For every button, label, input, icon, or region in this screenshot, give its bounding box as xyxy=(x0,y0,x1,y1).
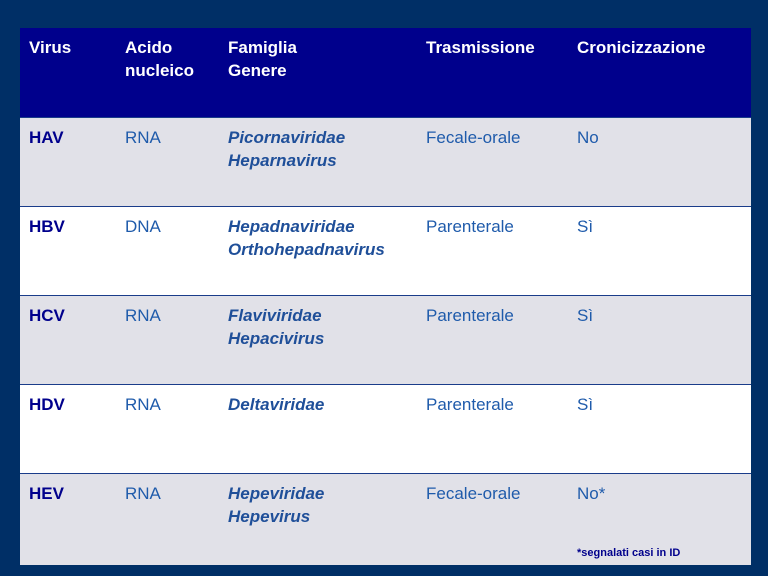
transmission-cell: Parenterale xyxy=(426,217,514,236)
acid-cell: RNA xyxy=(125,395,161,414)
family-genus-cell xyxy=(228,304,324,350)
header-virus: Virus xyxy=(29,38,72,57)
virus-cell: HCV xyxy=(29,306,65,325)
acid-cell: RNA xyxy=(125,306,161,325)
footnote: *segnalati casi in ID xyxy=(577,547,681,559)
chronicity-cell: Sì xyxy=(577,306,594,325)
table-row xyxy=(20,384,751,473)
genus-name: Heparnavirus xyxy=(228,151,337,170)
family-name: Hepadnaviridae xyxy=(228,217,355,236)
table-row xyxy=(20,117,751,206)
virus-cell: HEV xyxy=(29,484,64,503)
header-famiglia-genere: Famiglia Genere xyxy=(228,38,297,80)
chronicity-cell: Sì xyxy=(577,395,594,414)
genus-name: Hepevirus xyxy=(228,507,311,526)
chronicity-cell: No xyxy=(577,128,599,147)
virus-cell: HBV xyxy=(29,217,65,236)
family-name: Picornaviridae xyxy=(228,128,346,147)
acid-cell: RNA xyxy=(125,128,161,147)
chronicity-cell: No* xyxy=(577,484,606,503)
chronicity-cell: Sì xyxy=(577,217,594,236)
family-genus-cell xyxy=(228,482,324,528)
virus-cell: HAV xyxy=(29,128,64,147)
transmission-cell: Parenterale xyxy=(426,306,514,325)
header-cronicizzazione: Cronicizzazione xyxy=(577,38,706,57)
genus-name: Hepacivirus xyxy=(228,329,325,348)
header-acido-nucleico: Acido nucleico xyxy=(125,38,194,80)
transmission-cell: Fecale-orale xyxy=(426,484,521,503)
acid-cell: DNA xyxy=(125,217,161,236)
family-name: Flaviviridae xyxy=(228,306,322,325)
family-name: Hepeviridae xyxy=(228,484,325,503)
family-genus-cell xyxy=(228,393,324,416)
acid-cell: RNA xyxy=(125,484,161,503)
family-genus-cell xyxy=(228,215,385,261)
table-row xyxy=(20,473,751,565)
family-genus-cell xyxy=(228,126,345,172)
virus-table xyxy=(20,28,751,563)
virus-cell: HDV xyxy=(29,395,65,414)
table-row xyxy=(20,206,751,295)
transmission-cell: Fecale-orale xyxy=(426,128,521,147)
table-row xyxy=(20,295,751,384)
header-trasmissione: Trasmissione xyxy=(426,38,535,57)
table-header-row xyxy=(20,28,751,117)
genus-name: Orthohepadnavirus xyxy=(228,240,385,259)
transmission-cell: Parenterale xyxy=(426,395,514,414)
family-name: Deltaviridae xyxy=(228,395,325,414)
